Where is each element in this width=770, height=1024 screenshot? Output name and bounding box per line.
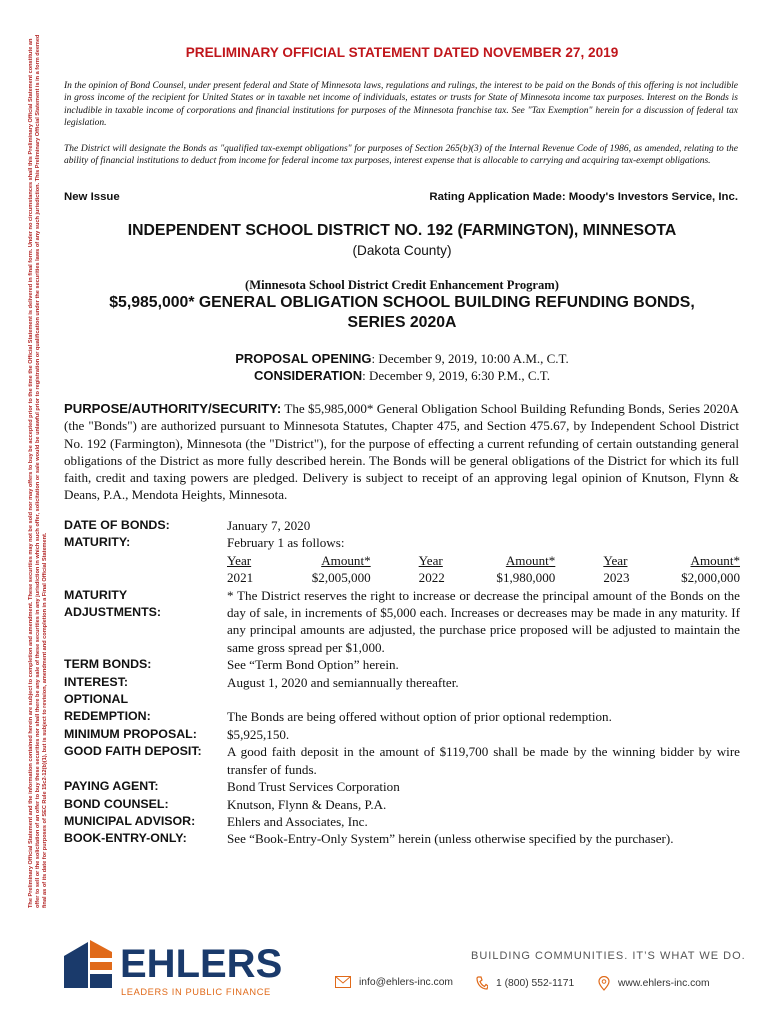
term-label: MINIMUM PROPOSAL: [64,726,197,741]
year-header: Year [418,552,443,568]
maturity-year: 2022 [418,570,445,586]
bonds-title [64,293,740,333]
district-name: INDEPENDENT SCHOOL DISTRICT NO. 192 (FARMINGTON), MINNESOTA [127,222,677,239]
maturity-year: 2023 [603,570,630,586]
maturity-year: 2021 [227,570,254,586]
tax-exempt-designation-paragraph: The District will designate the Bonds as "qualified tax-exempt obligations" for purposes of Section 265(b)(3) of the Internal Revenue Code of 1986, as amended, relating to the ability of financial institutions to deduct from income for federal income tax purposes, interest expense that is allocable to carrying and acquiring tax-exempt obligations. [64,144,738,167]
term-label: PAYING AGENT: [64,779,159,794]
bonds-title-line-2: SERIES 2020A [347,314,457,331]
term-interest [64,674,740,691]
tax-opinion-paragraph: In the opinion of Bond Counsel, under present federal and State of Minnesota laws, regulations and rulings, the interest to be paid on the Bonds of this offering is not includible in gross income of the recipient for United States or in taxable net income of individuals, estates or trusts for State of Minnesota income tax purposes. Interest on the Bonds is includible in taxable income of corporations and financial institutions for purposes of the Minnesota franchise tax. See "Tax Exemption" herein for a discussion of federal tax legislation. [64,81,738,128]
maturity-table-header [227,552,740,569]
footer-phone-text: 1 (800) 552-1171 [496,977,575,989]
amount-header: Amount* [321,552,371,568]
term-value: See “Term Bond Option” herein. [227,657,399,673]
issue-type: New Issue [64,191,120,203]
term-bond-counsel [64,796,740,813]
term-value: $5,925,150. [227,726,290,742]
footer-website[interactable] [598,976,710,991]
term-label-line-2: ADJUSTMENTS: [64,605,162,620]
term-minimum-proposal [64,726,740,743]
footer-phone[interactable] [476,976,574,990]
term-label: BOOK-ENTRY-ONLY: [64,831,187,846]
term-label-line-2: REDEMPTION: [64,709,151,724]
optional-redemption-text: The Bonds are being offered without option of prior optional redemption. [227,709,612,725]
term-value: January 7, 2020 [227,518,311,533]
maturity-amount: $2,005,000 [311,570,371,586]
consideration-value: : December 9, 2019, 6:30 P.M., C.T. [362,368,550,383]
term-value: August 1, 2020 and semiannually thereafter. [227,674,459,690]
term-maturity [64,534,740,586]
term-value: Knutson, Flynn & Deans, P.A. [227,796,387,812]
ehlers-tagline: LEADERS IN PUBLIC FINANCE [121,987,271,997]
term-label: MUNICIPAL ADVISOR: [64,813,196,828]
term-value: * The District reserves the right to increase or decrease the principal amount of the Bonds on the day of sale, in increments of $5,000 each. Increases or decreases may be made in any maturity. If any principal amounts are adjusted, the purchase price proposed will be adjusted to maintain the same gross spread per $1,000. [227,587,740,655]
program-name: (Minnesota School District Credit Enhancement Program) [245,278,559,292]
maturity-table-row [227,569,740,586]
term-label [64,691,227,726]
document-header-title: PRELIMINARY OFFICIAL STATEMENT DATED NOVEMBER 27, 2019 [185,45,619,60]
terms-list [64,517,740,848]
term-value: Bond Trust Services Corporation [227,779,400,795]
term-optional-redemption [64,691,740,726]
bonds-title-line-1: $5,985,000* GENERAL OBLIGATION SCHOOL BUILDING REFUNDING BONDS, [109,294,695,311]
purpose-paragraph [64,400,739,504]
consideration [64,367,740,384]
maturity-table [227,552,740,587]
term-value [227,534,740,586]
consideration-label: CONSIDERATION [254,368,363,383]
term-label: DATE OF BONDS: [64,518,170,532]
term-value: See “Book-Entry-Only System” herein (unless otherwise specified by the purchaser). [227,831,674,847]
proposal-opening-label: PROPOSAL OPENING [235,351,372,366]
term-label: BOND COUNSEL: [64,796,169,811]
phone-icon [476,976,488,990]
footer-email-text: info@ehlers-inc.com [359,976,454,988]
term-paying-agent [64,778,740,795]
term-good-faith-deposit [64,743,740,778]
term-book-entry-only [64,830,740,847]
term-date-of-bonds [64,517,740,534]
ehlers-logo-text: EHLERS [120,942,283,986]
term-label: TERM BONDS: [64,657,152,672]
term-value: Ehlers and Associates, Inc. [227,813,368,829]
term-term-bonds [64,656,740,673]
term-label: GOOD FAITH DEPOSIT: [64,744,202,759]
term-value [227,691,740,726]
term-label-line-1: MATURITY [64,587,128,602]
footer-website-text: www.ehlers-inc.com [618,978,710,989]
term-maturity-adjustments [64,587,740,657]
proposal-opening-value: : December 9, 2019, 10:00 A.M., C.T. [371,351,569,366]
amount-header: Amount* [690,552,740,568]
side-disclaimer-text: The Preliminary Official Statement and the information contained herein are subject to completion and amendment. These securities may not be sold nor may offers to buy be accepted prior to the time the Official Statement is delivered in final form. Under no circumstances shall this Preliminary Official Statement constitute an offer to sell or the solicitation of an offer to buy these securities nor shall there be any sale of these securities in any jurisdiction in which such offer, solicitation or sale would be unlawful prior to registration or qualification under the securities laws of any such jurisdiction. This Preliminary Official Statement is in a form deemed final as of its date for purposes of SEC Rule 15c2-12(b)(1), but is subject to revision, amendment and completion in a Final Official Statement. [28,34,49,908]
footer [0,930,770,1024]
county-name: (Dakota County) [352,243,452,258]
term-label-line-1: OPTIONAL [64,692,129,707]
proposal-schedule [64,350,740,384]
amount-header: Amount* [505,552,556,568]
year-header: Year [603,552,628,568]
maturity-intro: February 1 as follows: [227,535,345,551]
footer-email[interactable] [335,976,453,988]
year-header: Year [227,552,252,568]
issue-line [64,191,738,203]
envelope-icon [335,976,351,988]
purpose-text: The $5,985,000* General Obligation School Building Refunding Bonds, Series 2020A (the "Bonds") are authorized pursuant to Minnesota Statutes, Chapter 475, and Section 475.67, by Independent School District No. 192 (Farmington), Minnesota (the "District"), for the purpose of effecting a current refunding of certain outstanding general obligations of the District as more fully described herein. The Bonds will be general obligations of the District for which its full faith, credit and taxing powers are pledged. Delivery is subject to receipt of an approving legal opinion of Knutson, Flynn & Deans, P.A., Mendota Heights, Minnesota. [64,401,739,503]
term-label [64,587,227,657]
purpose-label: PURPOSE/AUTHORITY/SECURITY: [64,401,282,416]
proposal-opening [64,350,740,367]
location-pin-icon [598,976,610,991]
maturity-amount: $1,980,000 [496,570,556,586]
term-value: A good faith deposit in the amount of $119,700 shall be made by the winning bidder by wire transfer of funds. [227,744,740,777]
term-label: INTEREST: [64,674,129,689]
term-municipal-advisor [64,813,740,830]
maturity-amount: $2,000,000 [681,570,740,586]
term-label: MATURITY: [64,535,131,550]
footer-slogan: BUILDING COMMUNITIES. IT’S WHAT WE DO. [471,950,746,962]
ehlers-logo-icon [64,938,116,993]
rating-statement: Rating Application Made: Moody's Investors Service, Inc. [429,191,738,203]
